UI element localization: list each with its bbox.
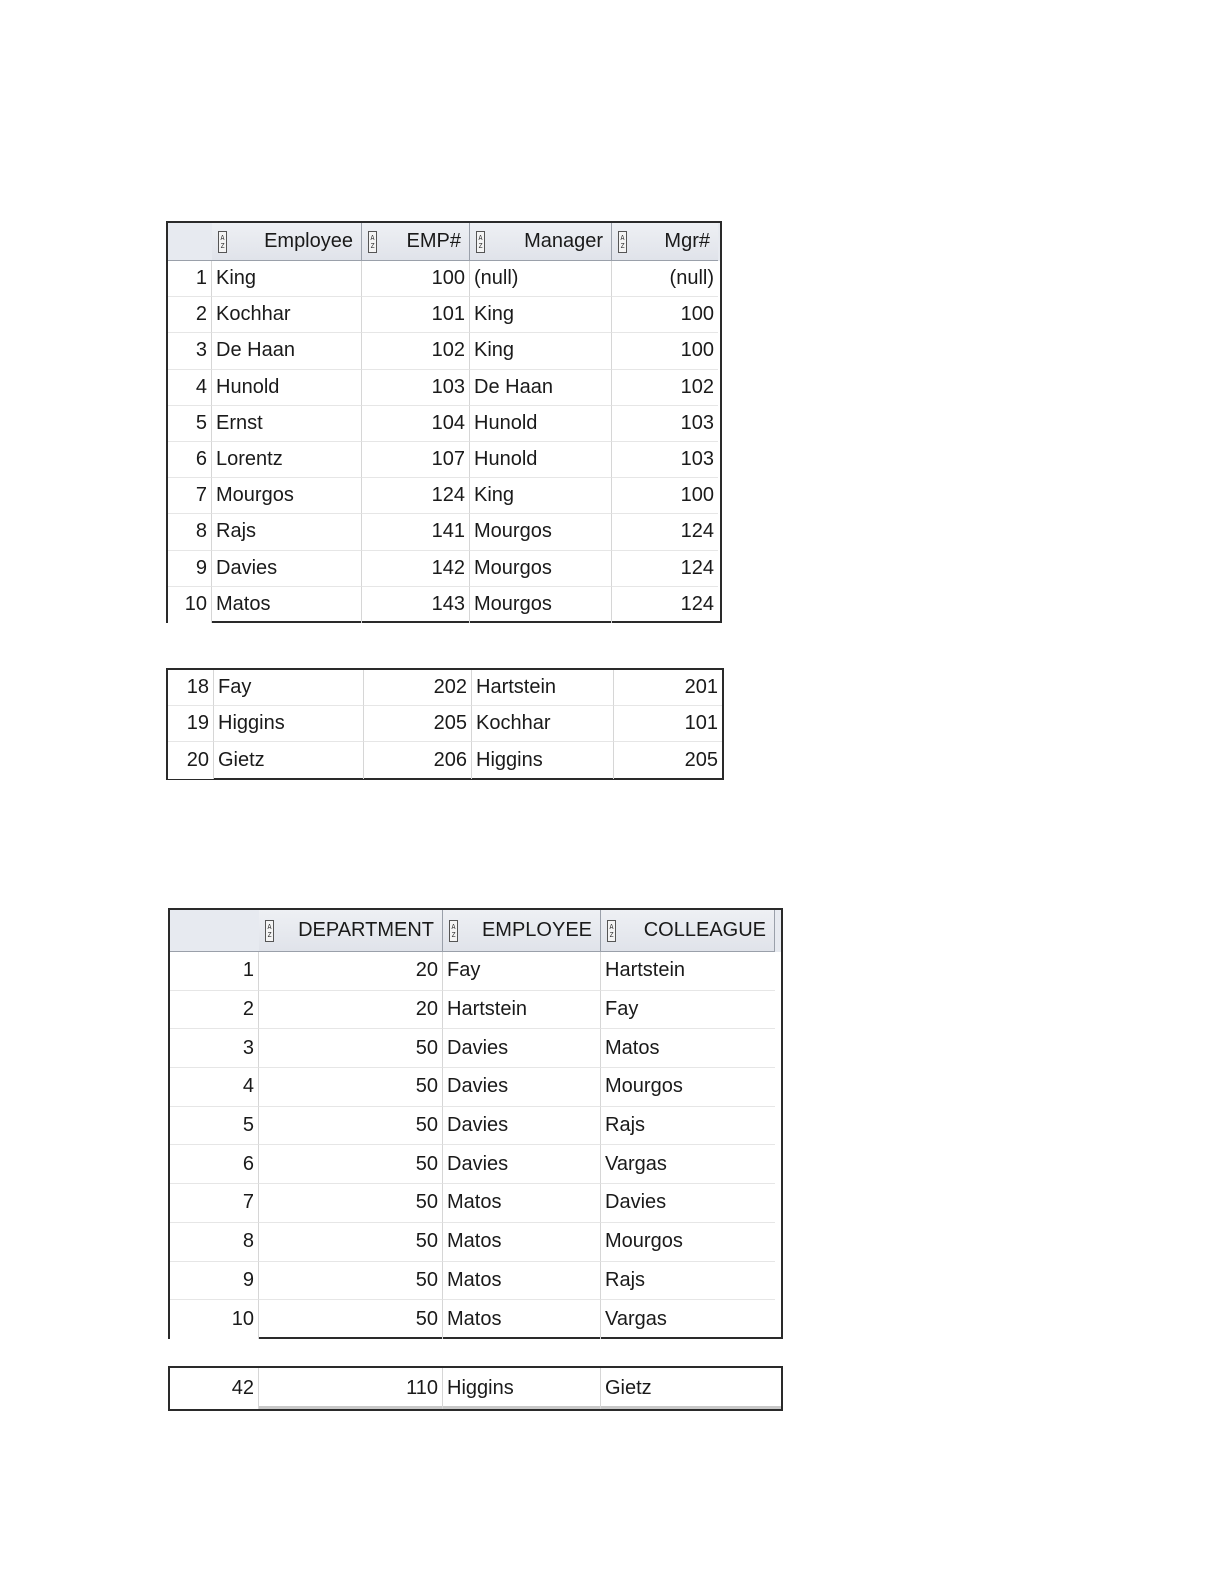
row-number-cell[interactable]: 2 [168, 297, 212, 333]
sort-az-icon[interactable]: A Z [476, 231, 485, 253]
table-row[interactable] [168, 670, 722, 706]
table-row[interactable] [168, 333, 720, 369]
row-number-cell[interactable]: 6 [170, 1145, 259, 1184]
colleague-cell[interactable]: Mourgos [601, 1068, 775, 1107]
department-cell[interactable]: 50 [259, 1068, 443, 1107]
employee-cell[interactable]: Matos [443, 1184, 601, 1223]
row-number-header [168, 223, 212, 261]
department-cell[interactable]: 50 [259, 1184, 443, 1223]
employee-manager-grid-tail [166, 668, 724, 780]
manager-cell[interactable]: Kochhar [472, 706, 614, 742]
colleague-cell[interactable]: Rajs [601, 1107, 775, 1146]
employee-cell[interactable]: Hartstein [443, 991, 601, 1030]
table-row[interactable] [170, 1223, 781, 1262]
mgr-number-cell[interactable]: 101 [614, 706, 722, 742]
colleague-cell[interactable]: Matos [601, 1029, 775, 1068]
employee-cell[interactable]: Rajs [212, 514, 362, 550]
mgr-number-cell[interactable]: 124 [612, 551, 718, 587]
row-number-cell[interactable]: 3 [170, 1029, 259, 1068]
table-row[interactable] [168, 514, 720, 550]
colleague-cell[interactable]: Gietz [605, 1377, 652, 1399]
employee-cell[interactable]: Higgins [443, 1368, 601, 1409]
table-row[interactable] [168, 261, 720, 297]
mgr-number-cell[interactable]: 100 [612, 297, 718, 333]
row-number-cell[interactable]: 10 [170, 1300, 259, 1339]
mgr-number-cell[interactable]: 100 [612, 478, 718, 514]
employee-cell[interactable]: Higgins [214, 706, 364, 742]
column-header-colleague[interactable] [601, 910, 775, 952]
manager-cell[interactable]: King [470, 333, 612, 369]
sort-az-icon[interactable]: A Z [218, 231, 227, 253]
row-number-cell[interactable]: 1 [170, 952, 259, 991]
emp-number-cell[interactable]: 101 [362, 297, 470, 333]
employee-manager-grid [166, 221, 722, 623]
emp-number-cell[interactable]: 206 [364, 742, 472, 778]
emp-number-cell[interactable]: 104 [362, 406, 470, 442]
column-header-employee[interactable] [212, 223, 362, 261]
sort-az-icon[interactable]: A Z [618, 231, 627, 253]
table-row[interactable] [168, 706, 722, 742]
row-number-cell[interactable]: 18 [168, 670, 214, 706]
employee-cell[interactable]: Ernst [212, 406, 362, 442]
employee-cell[interactable]: Mourgos [212, 478, 362, 514]
department-colleague-grid-tail [168, 1366, 783, 1411]
column-header-emp-number[interactable] [362, 223, 470, 261]
employee-cell[interactable]: Gietz [214, 742, 364, 778]
sort-az-icon[interactable]: A Z [449, 920, 458, 942]
emp-number-cell[interactable]: 102 [362, 333, 470, 369]
employee-cell[interactable]: Davies [443, 1029, 601, 1068]
emp-number-cell[interactable]: 205 [364, 706, 472, 742]
grid-body [170, 1368, 781, 1409]
row-number-cell[interactable]: 3 [168, 333, 212, 369]
department-cell[interactable]: 50 [259, 1145, 443, 1184]
row-number-cell[interactable]: 2 [170, 991, 259, 1030]
colleague-cell[interactable]: Vargas [605, 1308, 667, 1331]
mgr-number-cell[interactable]: 100 [612, 333, 718, 369]
row-number-cell[interactable]: 7 [170, 1184, 259, 1223]
emp-number-cell[interactable]: 142 [362, 551, 470, 587]
department-cell[interactable]: 50 [259, 1107, 443, 1146]
manager-cell[interactable]: Hunold [470, 442, 612, 478]
employee-cell[interactable]: Davies [443, 1107, 601, 1146]
table-row[interactable] [170, 1029, 781, 1068]
employee-cell[interactable]: Matos [443, 1223, 601, 1262]
employee-cell[interactable]: King [212, 261, 362, 297]
mgr-number-cell[interactable]: 205 [684, 748, 718, 771]
department-cell[interactable]: 20 [259, 991, 443, 1030]
column-header-employee[interactable] [443, 910, 601, 952]
employee-cell[interactable]: Davies [443, 1068, 601, 1107]
emp-number-cell[interactable]: 202 [364, 670, 472, 706]
table-row[interactable] [170, 1145, 781, 1184]
row-number-header [170, 910, 259, 952]
manager-cell[interactable]: De Haan [470, 370, 612, 406]
table-row[interactable] [168, 370, 720, 406]
department-cell[interactable]: 50 [259, 1029, 443, 1068]
emp-number-cell[interactable]: 100 [362, 261, 470, 297]
emp-number-cell[interactable]: 141 [362, 514, 470, 550]
row-number-cell[interactable]: 9 [168, 551, 212, 587]
colleague-cell[interactable]: Mourgos [601, 1223, 775, 1262]
column-header-label: EMPLOYEE [481, 919, 592, 941]
row-number-cell[interactable]: 19 [168, 706, 214, 742]
sort-az-icon[interactable]: A Z [607, 920, 616, 942]
mgr-number-cell[interactable]: 201 [614, 670, 722, 706]
table-row[interactable] [170, 1184, 781, 1223]
row-number-cell[interactable]: 5 [170, 1107, 259, 1146]
table-row[interactable] [170, 1107, 781, 1146]
mgr-number-cell[interactable]: 103 [612, 442, 718, 478]
manager-cell[interactable]: Hartstein [472, 670, 614, 706]
employee-cell[interactable]: Fay [214, 670, 364, 706]
table-row[interactable] [170, 1262, 781, 1301]
row-number-cell[interactable]: 5 [168, 406, 212, 442]
row-number-cell[interactable]: 4 [168, 370, 212, 406]
column-header-label: Employee [264, 230, 353, 252]
column-header-manager[interactable] [470, 223, 612, 261]
employee-cell[interactable]: Fay [443, 952, 601, 991]
emp-number-cell[interactable]: 107 [362, 442, 470, 478]
row-number-cell[interactable]: 1 [168, 261, 212, 297]
department-cell[interactable]: 110 [259, 1368, 443, 1409]
employee-cell[interactable]: De Haan [212, 333, 362, 369]
employee-cell[interactable]: Matos [212, 587, 362, 623]
column-header-label: DEPARTMENT [298, 919, 434, 941]
mgr-number-cell[interactable]: 124 [612, 514, 718, 550]
table-row[interactable] [170, 1368, 781, 1409]
mgr-number-cell[interactable]: (null) [612, 261, 718, 297]
department-colleague-grid [168, 908, 783, 1339]
table-row[interactable] [170, 991, 781, 1030]
table-row[interactable] [170, 952, 781, 991]
department-cell[interactable]: 50 [259, 1262, 443, 1301]
grid-header-row [168, 223, 720, 261]
colleague-cell[interactable]: Fay [601, 991, 775, 1030]
column-header-label: COLLEAGUE [643, 919, 766, 941]
department-cell[interactable]: 50 [259, 1300, 443, 1339]
employee-cell[interactable]: Davies [212, 551, 362, 587]
mgr-number-cell[interactable]: 124 [680, 593, 714, 616]
manager-cell[interactable]: King [470, 297, 612, 333]
mgr-number-cell[interactable]: 103 [612, 406, 718, 442]
employee-cell[interactable]: Matos [443, 1300, 601, 1339]
colleague-cell[interactable]: Vargas [601, 1145, 775, 1184]
column-header-mgr-number[interactable] [612, 223, 718, 261]
row-number-cell[interactable]: 9 [170, 1262, 259, 1301]
column-header-department[interactable] [259, 910, 443, 952]
department-cell[interactable]: 20 [259, 952, 443, 991]
manager-cell[interactable]: Higgins [472, 742, 614, 778]
column-header-label: Manager [524, 230, 603, 252]
row-number-cell[interactable]: 8 [170, 1223, 259, 1262]
row-number-cell[interactable]: 4 [170, 1068, 259, 1107]
colleague-cell[interactable]: Hartstein [601, 952, 775, 991]
employee-cell[interactable]: Matos [443, 1262, 601, 1301]
table-row[interactable] [168, 297, 720, 333]
table-row[interactable] [168, 478, 720, 514]
row-number-cell[interactable]: 7 [168, 478, 212, 514]
employee-cell[interactable]: Lorentz [212, 442, 362, 478]
row-number-cell[interactable]: 6 [168, 442, 212, 478]
table-row[interactable] [168, 442, 720, 478]
manager-cell[interactable]: Mourgos [470, 551, 612, 587]
table-row[interactable] [170, 1068, 781, 1107]
grid-body [168, 670, 722, 779]
table-row[interactable] [168, 551, 720, 587]
department-cell[interactable]: 50 [259, 1223, 443, 1262]
colleague-cell[interactable]: Davies [601, 1184, 775, 1223]
employee-cell[interactable]: Davies [443, 1145, 601, 1184]
manager-cell[interactable]: Mourgos [470, 587, 612, 623]
grid-body [168, 261, 720, 623]
employee-cell[interactable]: Hunold [212, 370, 362, 406]
mgr-number-cell[interactable]: 102 [612, 370, 718, 406]
manager-cell[interactable]: (null) [470, 261, 612, 297]
sort-az-icon[interactable]: A Z [265, 920, 274, 942]
row-number-cell[interactable]: 10 [168, 587, 212, 623]
emp-number-cell[interactable]: 103 [362, 370, 470, 406]
table-row[interactable] [168, 587, 720, 623]
manager-cell[interactable]: Mourgos [470, 514, 612, 550]
row-number-cell[interactable]: 8 [168, 514, 212, 550]
column-header-label: Mgr# [664, 230, 710, 252]
manager-cell[interactable]: Hunold [470, 406, 612, 442]
row-number-cell[interactable]: 20 [168, 742, 214, 778]
colleague-cell[interactable]: Rajs [601, 1262, 775, 1301]
table-row[interactable] [170, 1300, 781, 1339]
manager-cell[interactable]: King [470, 478, 612, 514]
column-header-label: EMP# [406, 230, 461, 252]
sort-az-icon[interactable]: A Z [368, 231, 377, 253]
emp-number-cell[interactable]: 124 [362, 478, 470, 514]
table-row[interactable] [168, 742, 722, 778]
employee-cell[interactable]: Kochhar [212, 297, 362, 333]
grid-header-row [170, 910, 781, 952]
emp-number-cell[interactable]: 143 [362, 587, 470, 623]
row-number-cell[interactable]: 42 [170, 1368, 259, 1409]
grid-body [170, 952, 781, 1339]
table-row[interactable] [168, 406, 720, 442]
